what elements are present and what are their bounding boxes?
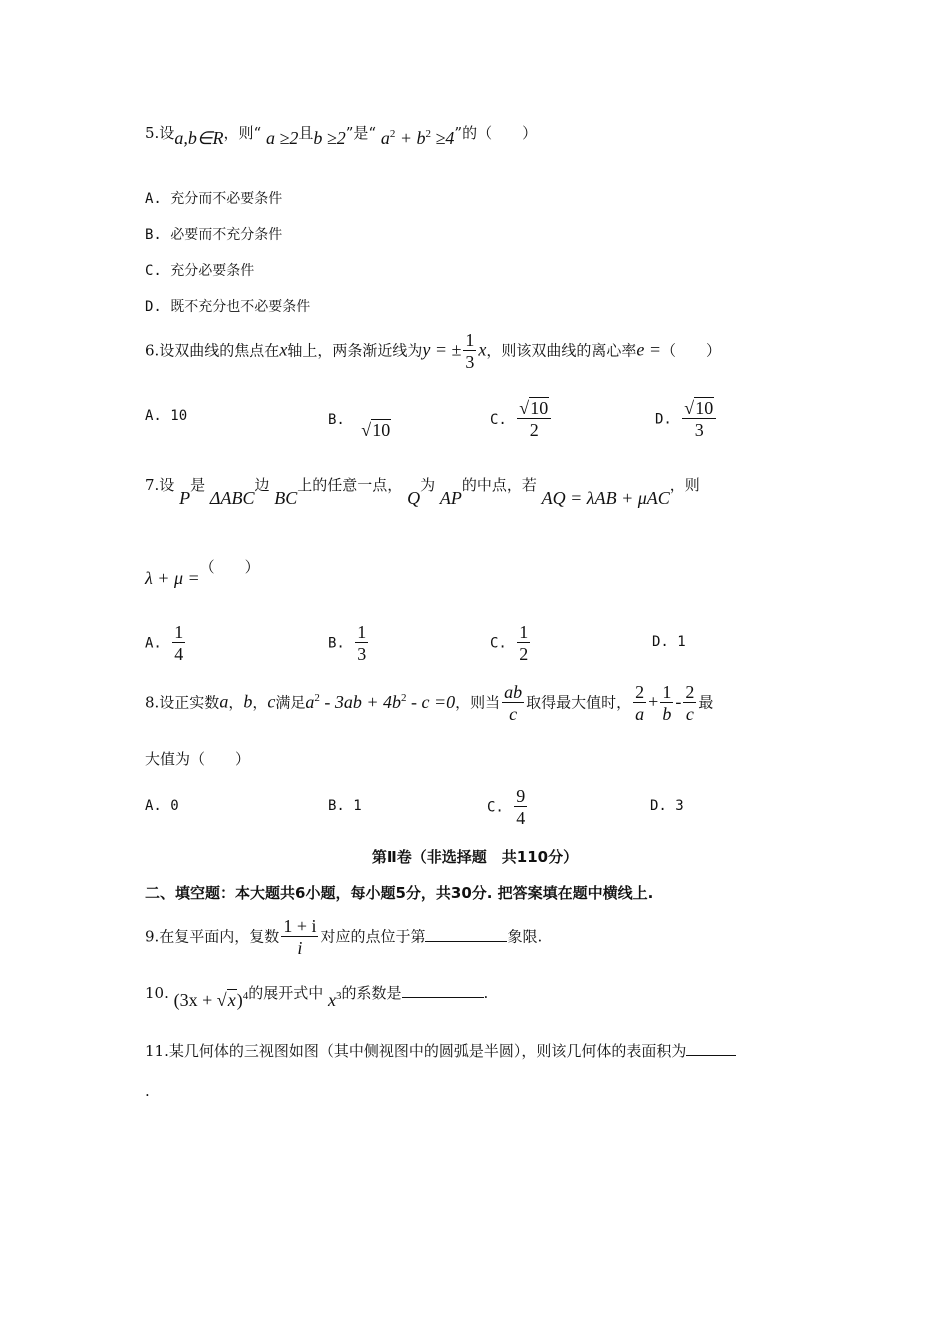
question-5 [145,124,538,149]
q5-expr-a: a ≥2 [265,128,299,148]
q11-text: 11.某几何体的三视图如图（其中侧视图中的圆弧是半圆），则该几何体的表面积为 [145,1042,687,1060]
q10-text: 的展开式中 [248,984,324,1002]
q6-text-2: ，则该双曲线的离心率 [486,341,637,360]
q6-eccentricity: e = [636,339,661,360]
q7-p: P [179,488,191,508]
q5-number: 5.设 [145,124,175,142]
q8-option-a: A. 0 [145,798,179,814]
q7-text-3: 上的任意一点， [297,476,403,494]
q8-equation: $a^2 - 3ab + 4b^2 - c =0$ [305,691,456,712]
q6-option-c: C. $\frac{√10}{2}$ [490,398,553,441]
q10-text-2: 的系数是 [341,984,402,1002]
q8-option-c: C. $\frac{9}{4}$ [487,786,526,828]
q7-text-1: 是 [190,476,206,494]
q8-frac-2a: $\frac{2}{a}$ [635,682,645,724]
q5-choice-paren: ”的（ ） [454,124,538,142]
q6-fraction: $\frac{1}{3}$ [465,330,475,372]
q7-bc: BC [274,488,298,508]
q5-and: 且 [298,124,314,142]
q10-answer-blank[interactable] [402,997,484,998]
q6-number: 6.设双曲线的焦点在 [145,341,280,360]
q8-a: a [219,691,229,712]
q6-option-a: A. 10 [145,408,188,424]
q9-text-2: 象限. [507,927,543,946]
q6-x: x [279,339,288,360]
q8-minus: - [675,691,682,712]
q8-text-1: 满足 [275,693,306,712]
q8-option-b: B. 1 [328,798,362,814]
q8-line-2: 大值为（ ） [145,750,251,768]
q7-q: Q [407,488,421,508]
q6-option-d: D. $\frac{√10}{3}$ [655,398,718,441]
q9-text: 对应的点位于第 [320,927,426,946]
q7-option-d: D. 1 [652,634,686,650]
question-6 [145,330,721,373]
q8-text-3: 取得最大值时， [526,693,632,712]
q8-plus: + [648,691,659,712]
q6-asymptote: y = ± [422,339,462,360]
q8-sep-2: ， [252,693,268,712]
question-11 [145,1040,736,1061]
q8-number: 8.设正实数 [145,693,220,712]
q5-text-2: ”是“ [345,124,377,142]
q9-number: 9.在复平面内，复数 [145,927,280,946]
q8-sep-1: ， [228,693,244,712]
q8-c: c [267,691,276,712]
q7-text-6: ，则 [669,476,700,494]
question-10 [145,982,489,1010]
q7-paren: （ ） [199,558,260,576]
q8-b: b [243,691,253,712]
question-7 [145,476,700,508]
q8-text-4: 最 [698,693,714,712]
q8-frac-2c: $\frac{2}{c}$ [685,682,695,724]
q8-frac-1b: $\frac{1}{b}$ [662,682,672,724]
q7-option-a: A. $\frac{1}{4}$ [145,622,184,664]
q7-ap: AP [439,488,462,508]
q6-paren: （ ） [661,341,722,360]
q6-text: 轴上，两条渐近线为 [287,341,423,360]
q7-text-5: 的中点，若 [461,476,537,494]
q7-option-b: B. $\frac{1}{3}$ [328,622,367,664]
q7-lambda-mu: λ + μ = [145,568,200,588]
q5-condition: a,b∈R [174,128,224,148]
q5-text: ，则“ [223,124,262,142]
q11-answer-blank[interactable] [686,1055,736,1056]
q6-option-b: B. √10 [328,412,391,440]
q5-option-d: D. 既不充分也不必要条件 [145,299,311,315]
q9-fraction: $\frac{1 + i}{i}$ [283,916,317,958]
q10-expression: $(3x + √x)^4$ [173,990,249,1010]
q10-end: . [483,984,489,1002]
q5-expr-sum: $a^2 + b^2 \ge 4$ [380,128,455,148]
q6-d-fraction: $\frac{√10}{3}$ [682,398,716,441]
q11-end: . [145,1082,150,1100]
question-8 [145,682,713,725]
q7-number: 7.设 [145,476,175,494]
q7-line-2 [145,558,260,588]
q8-option-d: D. 3 [650,798,684,814]
q7-text-4: 为 [420,476,436,494]
part-2-title: 第Ⅱ卷（非选择题 共110分） [371,848,579,866]
q7-option-c: C. $\frac{1}{2}$ [490,622,529,664]
q5-option-c: C. 充分必要条件 [145,263,255,279]
q10-x3: $x^3$ [327,990,342,1010]
q5-option-b: B. 必要而不充分条件 [145,227,283,243]
q6-c-fraction: $\frac{√10}{2}$ [517,398,551,441]
q6-sqrt10: √10 [361,420,391,440]
q5-option-a: A. 充分而不必要条件 [145,191,283,207]
q8-ab-over-c: $\frac{ab}{c}$ [504,682,523,724]
q7-triangle: ΔABC [209,488,255,508]
q8-text-2: ，则当 [455,693,501,712]
question-9 [145,916,542,959]
q9-answer-blank[interactable] [425,941,507,942]
q5-expr-b: b ≥2 [313,128,346,148]
q10-number: 10. [145,984,169,1002]
part-2-instruction: 二、填空题：本大题共6小题，每小题5分，共30分. 把答案填在题中横线上. [145,884,654,902]
q6-x2: x [478,339,487,360]
q7-vector-eq: AQ = λAB + μAC [541,488,670,508]
q7-text-2: 边 [254,476,270,494]
